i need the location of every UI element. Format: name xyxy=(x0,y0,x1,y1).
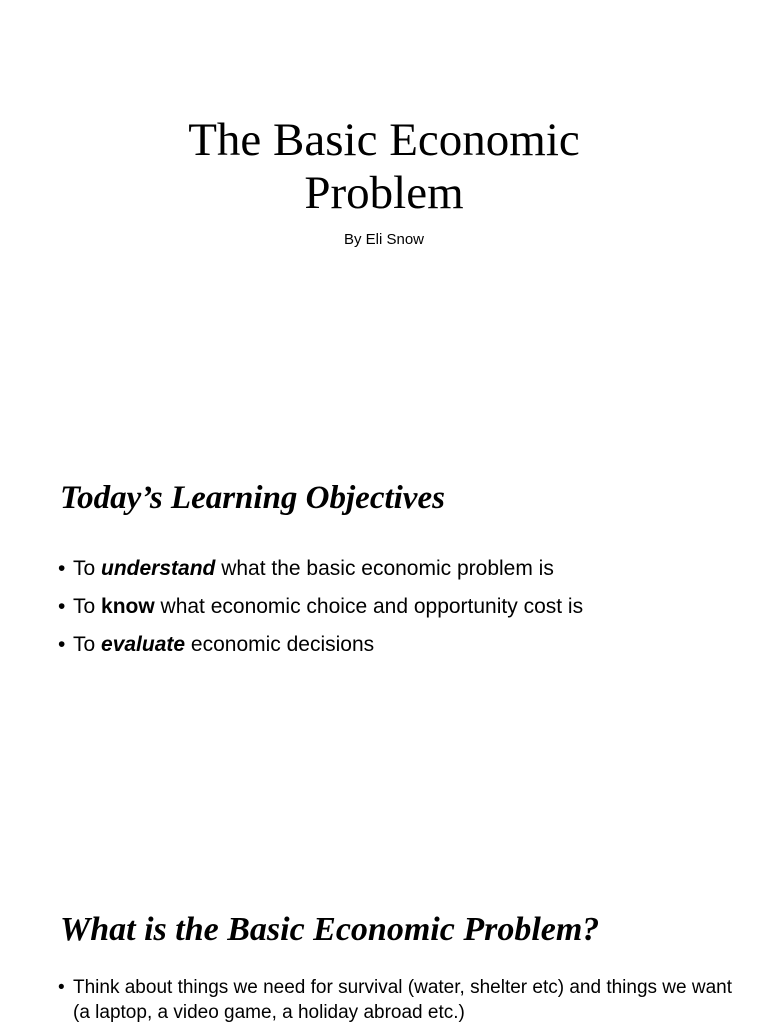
objective-suffix: economic decisions xyxy=(185,633,375,656)
bullet-icon: • xyxy=(58,595,66,618)
objective-item xyxy=(58,588,583,626)
objective-emphasis: evaluate xyxy=(101,633,186,656)
slide-title xyxy=(0,114,768,220)
objectives-list xyxy=(58,550,583,664)
bullet-icon: • xyxy=(58,633,66,656)
bullet-icon: • xyxy=(58,977,65,998)
objectives-slide xyxy=(0,470,768,890)
problem-item xyxy=(58,975,738,1025)
slide-title-line-2: Problem xyxy=(304,167,464,219)
slide-subtitle: By Eli Snow xyxy=(343,231,425,248)
objective-prefix: To xyxy=(73,595,102,618)
problem-heading: What is the Basic Economic Problem? xyxy=(60,911,600,948)
problem-item-text: Think about things we need for survival (water, shelter etc) and things we want (a laptop, a video game, a holiday abroad etc.) xyxy=(73,977,733,1023)
objective-prefix: To xyxy=(73,633,102,656)
problem-slide xyxy=(0,895,768,1024)
objective-emphasis: understand xyxy=(101,557,216,580)
objective-suffix: what economic choice and opportunity cost is xyxy=(154,595,584,618)
problem-list xyxy=(58,975,738,1025)
title-slide xyxy=(0,0,768,420)
objective-item xyxy=(58,626,583,664)
objective-emphasis: know xyxy=(101,595,155,618)
objective-suffix: what the basic economic problem is xyxy=(215,557,554,580)
objective-prefix: To xyxy=(73,557,102,580)
objective-item xyxy=(58,550,583,588)
slide-title-line-1: The Basic Economic xyxy=(188,114,580,166)
objectives-heading: Today’s Learning Objectives xyxy=(60,480,445,516)
bullet-icon: • xyxy=(58,557,66,580)
